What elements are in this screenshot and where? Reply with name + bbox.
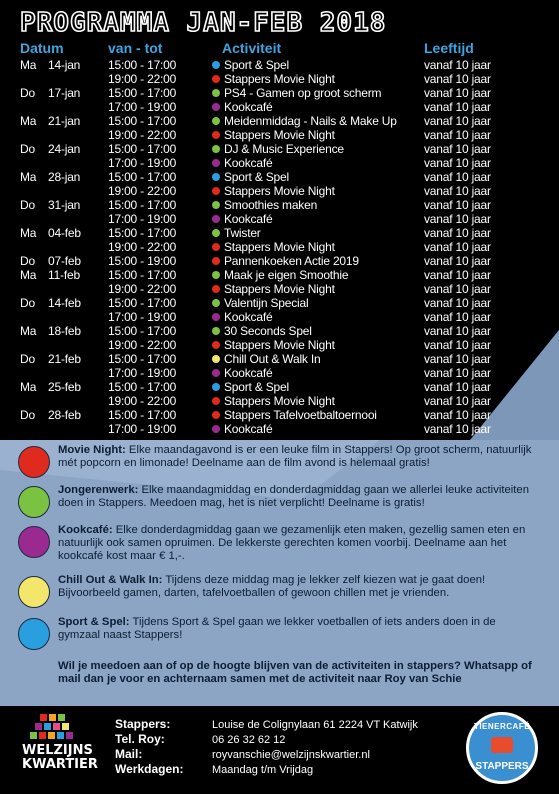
row-time: 17:00 - 19:00 — [108, 310, 177, 324]
row-activity: Sport & Spel — [224, 170, 289, 184]
header-activiteit: Activiteit — [222, 40, 282, 56]
legend-title: Chill Out & Walk In: — [58, 574, 163, 586]
blue-legend-circle-icon — [18, 618, 50, 650]
row-age: vanaf 10 jaar — [424, 72, 491, 86]
schedule-row — [0, 408, 559, 422]
schedule-row — [0, 352, 559, 366]
legend-description: Tijdens Sport & Spel gaan we lekker voetballen of iets anders doen in de gymzaal naast Stappers! — [58, 616, 496, 641]
badge-bottom-text: STAPPERS — [475, 761, 529, 772]
stappers-badge-logo — [466, 712, 538, 784]
row-day: Do — [20, 142, 35, 156]
row-activity: Kookcafé — [224, 366, 273, 380]
legend-item — [58, 444, 536, 470]
row-time: 15:00 - 17:00 — [108, 408, 177, 422]
row-age: vanaf 10 jaar — [424, 268, 491, 282]
row-date: 24-jan — [48, 142, 81, 156]
contact-label: Stappers: — [115, 717, 171, 731]
contact-label: Werkdagen: — [115, 762, 184, 776]
row-day: Ma — [20, 114, 37, 128]
row-day: Ma — [20, 268, 37, 282]
activity-dot-icon — [212, 145, 220, 153]
header-leeftijd: Leeftijd — [424, 40, 474, 56]
row-day: Do — [20, 296, 35, 310]
activity-dot-icon — [212, 201, 220, 209]
row-day: Ma — [20, 170, 37, 184]
schedule-row — [0, 198, 559, 212]
activity-dot-icon — [212, 173, 220, 181]
row-time: 19:00 - 22:00 — [108, 184, 177, 198]
row-time: 17:00 - 19:00 — [108, 366, 177, 380]
legend-title: Kookcafé: — [58, 524, 113, 536]
row-date: 14-jan — [48, 58, 81, 72]
row-activity: Stappers Movie Night — [224, 394, 335, 408]
row-time: 15:00 - 17:00 — [108, 324, 177, 338]
row-activity: Pannenkoeken Actie 2019 — [224, 254, 359, 268]
row-time: 15:00 - 17:00 — [108, 198, 177, 212]
row-age: vanaf 10 jaar — [424, 352, 491, 366]
row-age: vanaf 10 jaar — [424, 114, 491, 128]
row-time: 15:00 - 17:00 — [108, 170, 177, 184]
activity-dot-icon — [212, 341, 220, 349]
row-time: 15:00 - 17:00 — [108, 380, 177, 394]
row-day: Ma — [20, 58, 37, 72]
activity-dot-icon — [212, 355, 220, 363]
activity-dot-icon — [212, 117, 220, 125]
row-age: vanaf 10 jaar — [424, 142, 491, 156]
activity-dot-icon — [212, 187, 220, 195]
row-age: vanaf 10 jaar — [424, 240, 491, 254]
row-time: 19:00 - 22:00 — [108, 282, 177, 296]
schedule-row — [0, 268, 559, 282]
call-to-action: Wil je meedoen aan of op de hoogte blijven van de activiteiten in stappers? Whatsapp of mail dan je voor en achternaam samen met de activiteit naar Roy van Schie — [58, 660, 532, 685]
row-date: 25-feb — [48, 380, 81, 394]
activity-dot-icon — [212, 271, 220, 279]
row-date: 14-feb — [48, 296, 81, 310]
activity-dot-icon — [212, 257, 220, 265]
row-age: vanaf 10 jaar — [424, 128, 491, 142]
schedule-row — [0, 422, 559, 436]
row-activity: Smoothies maken — [224, 198, 318, 212]
row-date: 21-feb — [48, 352, 81, 366]
row-time: 15:00 - 19:00 — [108, 254, 177, 268]
badge-top-text: TIENERCAFÉ — [473, 722, 531, 731]
activity-dot-icon — [212, 285, 220, 293]
row-activity: Meidenmiddag - Nails & Make Up — [224, 114, 397, 128]
row-age: vanaf 10 jaar — [424, 184, 491, 198]
activity-dot-icon — [212, 243, 220, 251]
row-activity: Valentijn Special — [224, 296, 309, 310]
schedule-row — [0, 170, 559, 184]
badge-shoe-icon — [491, 737, 513, 753]
row-time: 15:00 - 17:00 — [108, 114, 177, 128]
row-age: vanaf 10 jaar — [424, 58, 491, 72]
row-time: 19:00 - 22:00 — [108, 72, 177, 86]
row-age: vanaf 10 jaar — [424, 282, 491, 296]
row-activity: DJ & Music Experience — [224, 142, 344, 156]
row-activity: Kookcafé — [224, 422, 273, 436]
schedule-row — [0, 380, 559, 394]
activity-dot-icon — [212, 215, 220, 223]
green-legend-circle-icon — [18, 486, 50, 518]
schedule-row — [0, 324, 559, 338]
row-age: vanaf 10 jaar — [424, 380, 491, 394]
row-date: 04-feb — [48, 226, 81, 240]
row-activity: Twister — [224, 226, 261, 240]
row-day: Do — [20, 86, 35, 100]
legend-description: Elke maandagavond is er een leuke film in Stappers! Op groot scherm, natuurlijk mét popcorn en limonade! Deelname aan de film avond is helemaal gratis! — [58, 444, 532, 469]
row-age: vanaf 10 jaar — [424, 296, 491, 310]
page-title: PROGRAMMA JAN-FEB 2018 — [20, 8, 387, 38]
row-date: 11-feb — [48, 268, 80, 282]
schedule-row — [0, 296, 559, 310]
row-activity: Stappers Movie Night — [224, 240, 335, 254]
red-legend-circle-icon — [18, 446, 50, 478]
row-time: 17:00 - 19:00 — [108, 156, 177, 170]
row-time: 15:00 - 17:00 — [108, 268, 177, 282]
activity-dot-icon — [212, 313, 220, 321]
legend-description: Tijdens deze middag mag je lekker zelf kiezen wat je gaat doen! Bijvoorbeeld gamen, darten, tafelvoetballen of gewoon chillen met je vrienden. — [58, 574, 486, 599]
schedule-row — [0, 338, 559, 352]
row-time: 17:00 - 19:00 — [108, 100, 177, 114]
row-age: vanaf 10 jaar — [424, 226, 491, 240]
row-age: vanaf 10 jaar — [424, 408, 491, 422]
row-age: vanaf 10 jaar — [424, 170, 491, 184]
row-date: 07-feb — [48, 254, 81, 268]
schedule-row — [0, 184, 559, 198]
legend-description: Elke donderdagmiddag gaan we gezamenlijk eten maken, gezellig samen eten en natuurlijk ook samen opruimen. De lekkerste gerechten komen voorbij. Deelname aan het kookcafé kost maar € 1,-. — [58, 524, 526, 562]
row-date: 17-jan — [48, 86, 81, 100]
contact-value: Maandag t/m Vrijdag — [212, 764, 314, 776]
row-age: vanaf 10 jaar — [424, 394, 491, 408]
row-time: 15:00 - 17:00 — [108, 142, 177, 156]
schedule-row — [0, 156, 559, 170]
legend-title: Sport & Spel: — [58, 616, 130, 628]
row-age: vanaf 10 jaar — [424, 422, 491, 436]
row-age: vanaf 10 jaar — [424, 338, 491, 352]
header-tijd: van - tot — [108, 40, 163, 56]
schedule-row — [0, 282, 559, 296]
row-date: 28-feb — [48, 408, 81, 422]
row-time: 19:00 - 22:00 — [108, 240, 177, 254]
legend-item — [58, 574, 536, 600]
contact-label: Mail: — [115, 747, 143, 761]
schedule-row — [0, 310, 559, 324]
legend-title: Movie Night: — [58, 444, 126, 456]
activity-dot-icon — [212, 159, 220, 167]
activity-dot-icon — [212, 383, 220, 391]
activity-dot-icon — [212, 229, 220, 237]
row-activity: Kookcafé — [224, 310, 273, 324]
row-activity: Stappers Movie Night — [224, 184, 335, 198]
contact-value[interactable]: royvanschie@welzijnskwartier.nl — [212, 749, 370, 761]
row-activity: Stappers Tafelvoetbaltoernooi — [224, 408, 377, 422]
schedule-row — [0, 142, 559, 156]
activity-dot-icon — [212, 397, 220, 405]
row-time: 19:00 - 22:00 — [108, 394, 177, 408]
welzijnskwartier-logo-icon — [30, 714, 74, 742]
row-age: vanaf 10 jaar — [424, 86, 491, 100]
contact-label: Tel. Roy: — [115, 732, 165, 746]
activity-dot-icon — [212, 327, 220, 335]
row-day: Ma — [20, 380, 37, 394]
schedule-row — [0, 100, 559, 114]
row-day: Ma — [20, 324, 37, 338]
row-activity: 30 Seconds Spel — [224, 324, 312, 338]
yellow-legend-circle-icon — [18, 576, 50, 608]
row-date: 18-feb — [48, 324, 81, 338]
row-day: Do — [20, 198, 35, 212]
activity-dot-icon — [212, 131, 220, 139]
row-age: vanaf 10 jaar — [424, 310, 491, 324]
schedule-row — [0, 86, 559, 100]
row-time: 15:00 - 17:00 — [108, 226, 177, 240]
schedule-row — [0, 240, 559, 254]
schedule-row — [0, 114, 559, 128]
row-date: 28-jan — [48, 170, 81, 184]
legend-item — [58, 616, 536, 642]
row-time: 15:00 - 17:00 — [108, 86, 177, 100]
schedule-row — [0, 58, 559, 72]
schedule-row — [0, 394, 559, 408]
row-age: vanaf 10 jaar — [424, 156, 491, 170]
row-activity: Stappers Movie Night — [224, 338, 335, 352]
row-date: 31-jan — [48, 198, 81, 212]
row-time: 17:00 - 19:00 — [108, 212, 177, 226]
schedule-row — [0, 226, 559, 240]
row-day: Do — [20, 352, 35, 366]
activity-dot-icon — [212, 89, 220, 97]
legend-title: Jongerenwerk: — [58, 484, 139, 496]
row-activity: Kookcafé — [224, 212, 273, 226]
schedule-row — [0, 366, 559, 380]
row-time: 19:00 - 22:00 — [108, 338, 177, 352]
row-day: Do — [20, 408, 35, 422]
schedule-row — [0, 72, 559, 86]
row-age: vanaf 10 jaar — [424, 366, 491, 380]
row-age: vanaf 10 jaar — [424, 198, 491, 212]
row-activity: Sport & Spel — [224, 380, 289, 394]
row-activity: Kookcafé — [224, 156, 273, 170]
row-activity: Stappers Movie Night — [224, 282, 335, 296]
activity-dot-icon — [212, 299, 220, 307]
legend-item — [58, 484, 536, 510]
purple-legend-circle-icon — [18, 526, 50, 558]
activity-dot-icon — [212, 411, 220, 419]
activity-dot-icon — [212, 425, 220, 433]
row-day: Ma — [20, 226, 37, 240]
activity-dot-icon — [212, 75, 220, 83]
row-activity: Kookcafé — [224, 100, 273, 114]
activity-dot-icon — [212, 103, 220, 111]
legend-item — [58, 524, 536, 563]
activity-dot-icon — [212, 61, 220, 69]
row-activity: Stappers Movie Night — [224, 128, 335, 142]
logo-text: WELZIJNS KWARTIER — [22, 743, 98, 772]
schedule-row — [0, 212, 559, 226]
row-activity: Chill Out & Walk In — [224, 352, 321, 366]
row-time: 15:00 - 17:00 — [108, 296, 177, 310]
row-time: 19:00 - 22:00 — [108, 128, 177, 142]
row-time: 15:00 - 17:00 — [108, 352, 177, 366]
header-datum: Datum — [20, 40, 64, 56]
legend-description: Elke maandagmiddag en donderdagmiddag gaan we allerlei leuke activiteiten doen in Stappers. Meedoen mag, het is niet verplicht! Deelname is gratis! — [58, 484, 529, 509]
schedule-table — [0, 58, 559, 436]
row-time: 17:00 - 19:00 — [108, 422, 177, 436]
row-age: vanaf 10 jaar — [424, 100, 491, 114]
schedule-row — [0, 254, 559, 268]
row-activity: Maak je eigen Smoothie — [224, 268, 349, 282]
row-activity: Stappers Movie Night — [224, 72, 335, 86]
schedule-row — [0, 128, 559, 142]
contact-value: Louise de Colignylaan 61 2224 VT Katwijk — [212, 719, 418, 731]
contact-value: 06 26 32 62 12 — [212, 734, 286, 746]
row-date: 21-jan — [48, 114, 81, 128]
row-activity: PS4 - Gamen op groot scherm — [224, 86, 382, 100]
row-age: vanaf 10 jaar — [424, 254, 491, 268]
activity-dot-icon — [212, 369, 220, 377]
row-day: Do — [20, 254, 35, 268]
row-activity: Sport & Spel — [224, 58, 289, 72]
row-age: vanaf 10 jaar — [424, 212, 491, 226]
row-age: vanaf 10 jaar — [424, 324, 491, 338]
row-time: 15:00 - 17:00 — [108, 58, 177, 72]
